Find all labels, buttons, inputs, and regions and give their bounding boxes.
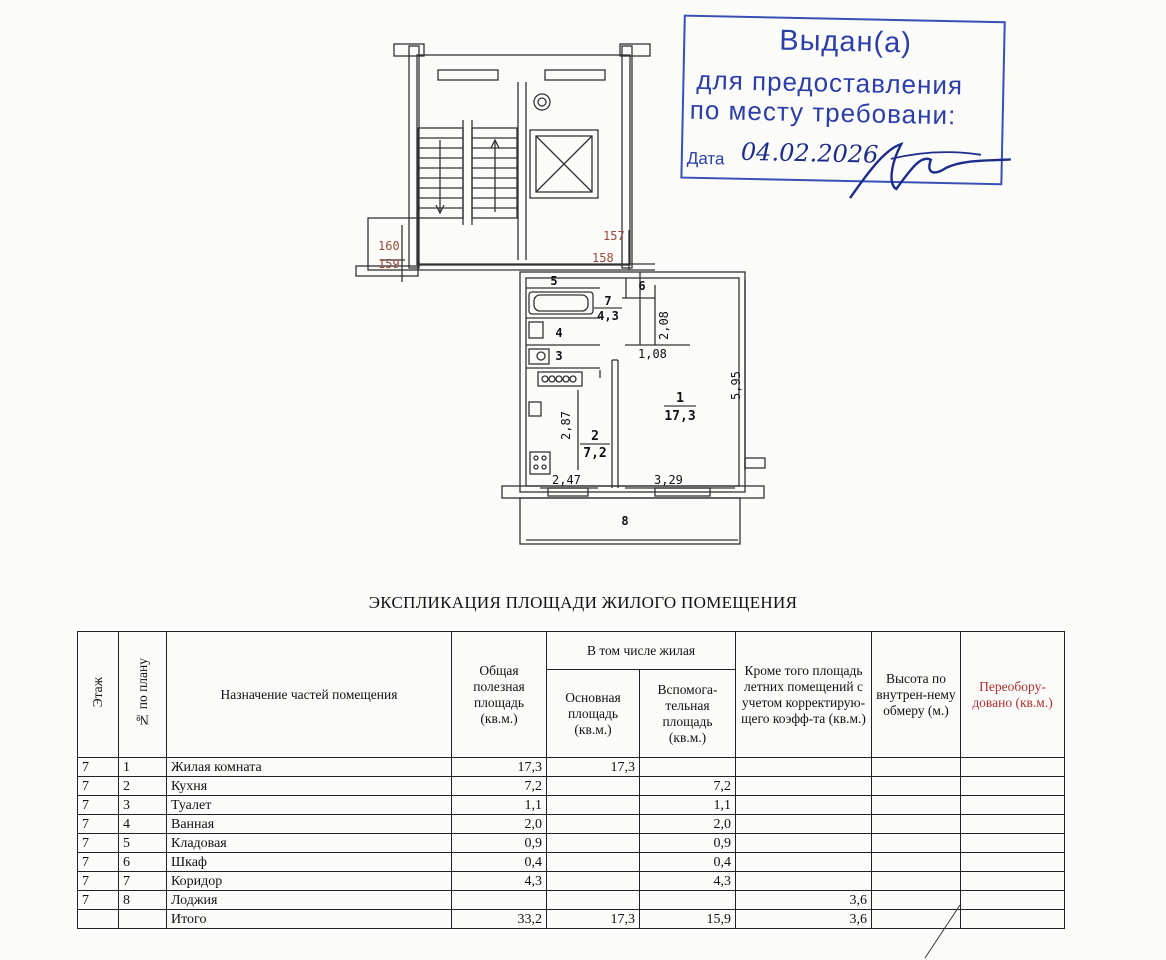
header-summer: Кроме того площадь летних помещений с учетом корректирую-щего коэфф-та (кв.м.) — [736, 632, 872, 758]
header-aux-area: Вспомога-тельная площадь (кв.м.) — [640, 670, 736, 758]
dim-4: 2,87 — [559, 411, 573, 440]
stamp-line-3: по месту требовани: — [689, 94, 957, 131]
table-row: 7 5 Кладовая 0,9 0,9 — [78, 834, 1065, 853]
total-label: Итого — [167, 910, 452, 929]
table-row: 7 2 Кухня 7,2 7,2 — [78, 777, 1065, 796]
dim-3: 5,95 — [729, 371, 743, 400]
stamp-date-value: 04.02.2026 — [740, 137, 879, 169]
stamp-line-2: для предоставления — [696, 64, 964, 101]
page-title: ЭКСПЛИКАЦИЯ ПЛОЩАДИ ЖИЛОГО ПОМЕЩЕНИЯ — [368, 593, 798, 612]
header-floor: Этаж — [78, 632, 119, 758]
header-incl-living: В том числе жилая — [547, 632, 736, 670]
header-height: Высота по внутрен-нему обмеру (м.) — [872, 632, 961, 758]
marker-1: 157 — [603, 229, 625, 243]
dim-2: 1,08 — [638, 347, 667, 361]
dim-6: 3,29 — [654, 473, 683, 487]
room-7-no: 7 — [604, 294, 612, 308]
table-row: 7 6 Шкаф 0,4 0,4 — [78, 853, 1065, 872]
marker-4: 159 — [378, 257, 400, 271]
explication-table — [77, 631, 1065, 929]
room-2-no: 2 — [591, 429, 599, 444]
marker-2: 158 — [592, 251, 614, 265]
room-6-no: 6 — [638, 279, 646, 293]
room-1-no: 1 — [676, 391, 684, 406]
room-2-area: 7,2 — [583, 446, 607, 461]
room-8-no: 8 — [621, 514, 629, 528]
room-5-no: 5 — [550, 274, 558, 288]
room-1-area: 17,3 — [664, 409, 696, 424]
issued-stamp — [680, 15, 1013, 192]
table-row: 7 1 Жилая комната 17,3 17,3 — [78, 758, 1065, 777]
table-row: 7 3 Туалет 1,1 1,1 — [78, 796, 1065, 815]
header-reequipped: Переобору-довано (кв.м.) — [961, 632, 1065, 758]
table-row: 7 4 Ванная 2,0 2,0 — [78, 815, 1065, 834]
dim-5: 2,47 — [552, 473, 581, 487]
header-purpose: Назначение частей помещения — [167, 632, 452, 758]
room-7-area: 4,3 — [597, 309, 619, 323]
table-row: 7 7 Коридор 4,3 4,3 — [78, 872, 1065, 891]
signature — [830, 128, 1032, 212]
stamp-date-label: Дата — [686, 148, 725, 169]
table-total-row: Итого 33,2 17,3 15,9 3,6 — [78, 910, 1065, 929]
loggia-outline — [520, 498, 740, 544]
stamp-line-1: Выдан(а) — [778, 24, 913, 60]
header-total-area: Общая полезная площадь (кв.м.) — [452, 632, 547, 758]
dim-1: 2,08 — [657, 311, 671, 340]
room-3-no: 3 — [555, 349, 563, 363]
marker-3: 160 — [378, 239, 400, 253]
table-row: 7 8 Лоджия 3,6 — [78, 891, 1065, 910]
header-plan-no: № по плану — [119, 632, 167, 758]
header-main-area: Основная площадь (кв.м.) — [547, 670, 640, 758]
room-4-no: 4 — [555, 326, 563, 340]
